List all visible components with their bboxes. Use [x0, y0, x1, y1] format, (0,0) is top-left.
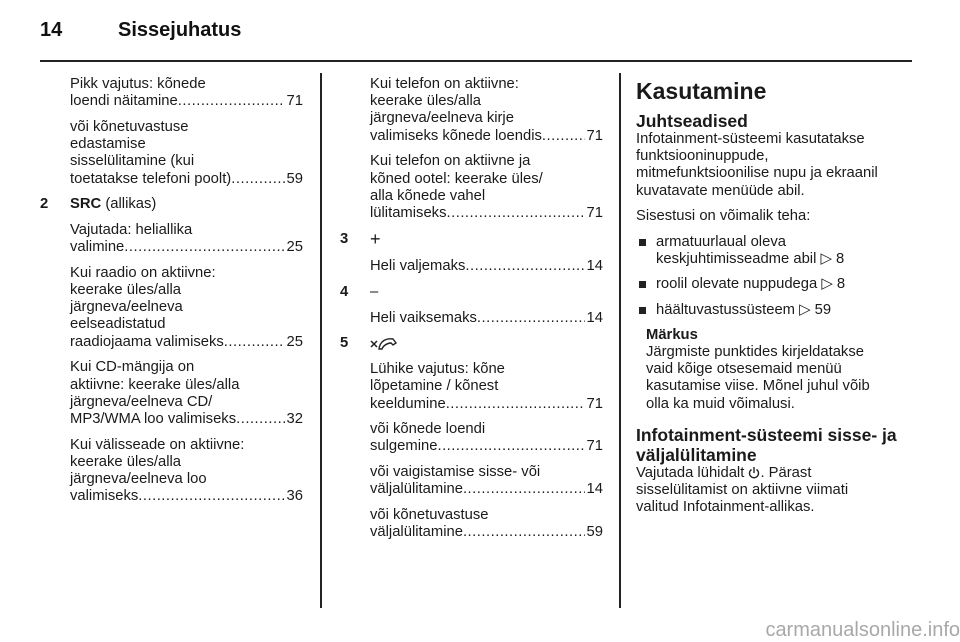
- column-divider-1: [320, 73, 322, 608]
- text-line: Kui telefon on aktiivne:: [370, 76, 519, 92]
- page-ref: 14: [586, 258, 603, 275]
- text-line: keskjuhtimisseadme abil: [656, 251, 817, 268]
- paragraph: [70, 76, 303, 110]
- column-1: [40, 76, 303, 514]
- page-header: [40, 19, 241, 42]
- page-number: 14: [40, 19, 63, 41]
- text-line: Kui telefon on aktiivne ja: [370, 153, 531, 170]
- toc-entry: [370, 128, 603, 145]
- entry-label: sulgemine: [370, 438, 438, 455]
- paragraph: [370, 421, 603, 455]
- paragraph: [70, 222, 303, 256]
- paragraph: [370, 361, 603, 413]
- text-line: häältuvastussüsteem: [656, 301, 796, 318]
- entry-label: väljalülitamine: [370, 481, 463, 498]
- text-line: Järgmiste punktides kirjeldatakse: [646, 344, 864, 361]
- text-line: Kui välisseade on aktiivne:: [70, 436, 245, 453]
- toc-entry: [370, 205, 603, 222]
- text-line: Kui CD-mängija on: [70, 359, 195, 376]
- text-line: olla ka muid võimalusi.: [646, 395, 795, 412]
- entry-label: väljalülitamine: [370, 524, 463, 541]
- bullet-square-icon: [639, 239, 646, 246]
- text-line: järgneva/eelneva: [70, 299, 183, 316]
- text-line: Lühike vajutus: kõne: [370, 361, 505, 378]
- text-line: Vajutada: heliallika: [70, 221, 193, 238]
- note-box: [636, 327, 910, 413]
- text-line: alla kõnede vahel: [370, 187, 486, 204]
- toc-entry: [70, 411, 303, 428]
- text-line: roolil olevate nuppudega: [656, 276, 818, 293]
- entry-label: loendi näitamine: [70, 93, 178, 110]
- subsection-heading: [636, 425, 910, 465]
- entry-label: raadiojaama valimiseks: [70, 333, 224, 350]
- column-2: [340, 76, 603, 550]
- text-line: Pikk vajutus: kõnede: [70, 76, 206, 92]
- text-line: armatuurlaual oleva: [656, 234, 786, 251]
- bullet-item: [636, 302, 910, 319]
- column-divider-2: [619, 73, 621, 608]
- text-line: Infotainment-süsteemi kasutatakse: [636, 131, 865, 147]
- text-line: keerake üles/alla: [370, 93, 482, 110]
- numbered-item-2: [40, 196, 303, 213]
- page-ref: 71: [586, 204, 603, 221]
- column-3: [636, 78, 910, 525]
- page-ref: 59: [586, 524, 603, 541]
- entry-label: lülitamiseks: [370, 204, 447, 221]
- text-line: Sisestusi on võimalik teha:: [636, 208, 811, 225]
- page-ref: 14: [586, 481, 603, 498]
- toc-entry: [370, 481, 603, 498]
- page-ref: 59: [814, 301, 832, 318]
- paragraph: [370, 464, 603, 498]
- entry-label: Heli valjemaks: [370, 258, 466, 275]
- paragraph: [70, 359, 303, 428]
- bullet-item: [636, 234, 910, 268]
- text-line: Kui raadio on aktiivne:: [70, 264, 216, 281]
- page-ref: 25: [286, 239, 303, 256]
- paragraph: [636, 131, 910, 200]
- text-line: sisselülitamist on aktiivne viimati: [636, 482, 849, 499]
- page-ref: 71: [586, 438, 603, 455]
- page-ref-arrow-icon: ▷: [821, 276, 833, 293]
- header-rule: [40, 60, 912, 62]
- toc-entry: [70, 239, 303, 256]
- text-line: funktsiooninuppude,: [636, 148, 769, 165]
- paragraph: [636, 208, 910, 225]
- paragraph: [70, 119, 303, 188]
- power-icon: [748, 466, 760, 480]
- page-ref: 32: [286, 410, 303, 427]
- text-line: või vaigistamise sisse- või: [370, 464, 541, 481]
- numbered-item-3: [340, 228, 603, 250]
- text-line: mitmefunktsioonilise nupu ja ekraanil: [636, 165, 878, 182]
- text-line: järgneva/eelneva kirje: [370, 110, 514, 127]
- text-line: kasutamise viise. Mõnel juhul võib: [646, 378, 870, 395]
- entry-label: MP3/WMA loo valimiseks: [70, 410, 237, 427]
- watermark: carmanualsonline.info: [765, 619, 960, 641]
- text-line: vaid kõige otsesemaid menüü: [646, 361, 842, 378]
- entry-label: toetatakse telefoni poolt): [70, 170, 232, 187]
- text-line: aktiivne: keerake üles/alla: [70, 376, 240, 393]
- heading-line: väljalülitamine: [636, 444, 757, 465]
- toc-entry: [70, 171, 303, 188]
- page-ref: 25: [286, 333, 303, 350]
- heading-line: Infotainment-süsteemi sisse- ja: [636, 424, 897, 445]
- page-ref: 71: [586, 395, 603, 412]
- bullet-square-icon: [639, 281, 646, 288]
- paragraph: [70, 265, 303, 351]
- text-line: edastamise: [70, 136, 146, 153]
- numbered-item-4: [340, 284, 603, 301]
- paragraph: [370, 310, 603, 327]
- paragraph: [370, 258, 603, 275]
- note-title: Märkus: [646, 326, 698, 343]
- page-ref: 71: [286, 93, 303, 110]
- text-line: või kõnede loendi: [370, 421, 486, 438]
- paragraph: [370, 507, 603, 541]
- item-desc: (allikas): [101, 196, 157, 213]
- paragraph: [636, 465, 910, 517]
- text-line: keerake üles/alla: [70, 282, 182, 299]
- entry-label: valimiseks: [70, 488, 139, 505]
- paragraph: [370, 76, 603, 145]
- minus-symbol: –: [370, 284, 379, 301]
- text-line: järgneva/eelneva loo: [70, 471, 207, 488]
- text-line: . Pärast: [760, 464, 812, 481]
- toc-entry: [370, 524, 603, 541]
- section-heading: Kasutamine: [636, 78, 767, 104]
- paragraph: [370, 153, 603, 222]
- toc-entry: [370, 396, 603, 413]
- entry-label: valimiseks kõnede loendis: [370, 127, 542, 144]
- text-line: järgneva/eelneva CD/: [70, 393, 213, 410]
- text-line: eelseadistatud: [70, 316, 166, 333]
- entry-label: valimine: [70, 239, 125, 256]
- text-line: Vajutada lühidalt: [636, 464, 749, 481]
- item-number: 5: [340, 335, 349, 352]
- toc-entry: [70, 488, 303, 505]
- entry-label: Heli vaiksemaks: [370, 309, 477, 326]
- subsection-heading: Juhtseadised: [636, 111, 748, 131]
- page-ref: 36: [286, 488, 303, 505]
- text-line: või kõnetuvastuse: [70, 118, 189, 135]
- toc-entry: [370, 310, 603, 327]
- item-number: 2: [40, 196, 49, 213]
- text-line: kõned ootel: keerake üles/: [370, 170, 543, 187]
- toc-entry: [70, 93, 303, 110]
- page-ref: 71: [586, 127, 603, 144]
- paragraph: [70, 437, 303, 506]
- text-line: sisselülitamine (kui: [70, 153, 195, 170]
- toc-entry: [70, 334, 303, 351]
- page-ref: 8: [836, 251, 845, 268]
- entry-label: keeldumine: [370, 395, 446, 412]
- text-line: valitud Infotainment-allikas.: [636, 499, 815, 516]
- item-key: SRC: [70, 196, 102, 213]
- bullet-square-icon: [639, 307, 646, 314]
- page-ref: 59: [286, 170, 303, 187]
- item-number: 4: [340, 284, 349, 301]
- bullet-item: [636, 276, 910, 293]
- page-ref-arrow-icon: ▷: [820, 251, 832, 268]
- item-number: 3: [340, 230, 349, 247]
- page-ref: 14: [586, 309, 603, 326]
- text-line: või kõnetuvastuse: [370, 507, 489, 524]
- text-line: keerake üles/alla: [70, 453, 182, 470]
- numbered-item-5: [340, 335, 603, 352]
- toc-entry: [370, 438, 603, 455]
- text-line: kuvatavate menüüde abil.: [636, 182, 805, 199]
- page-title: Sissejuhatus: [118, 19, 242, 41]
- plus-symbol: +: [370, 228, 381, 249]
- page-ref-arrow-icon: ▷: [799, 301, 811, 318]
- text-line: lõpetamine / kõnest: [370, 378, 499, 395]
- page-ref: 8: [836, 276, 846, 293]
- mute-phone-icon: [370, 337, 398, 351]
- toc-entry: [370, 258, 603, 275]
